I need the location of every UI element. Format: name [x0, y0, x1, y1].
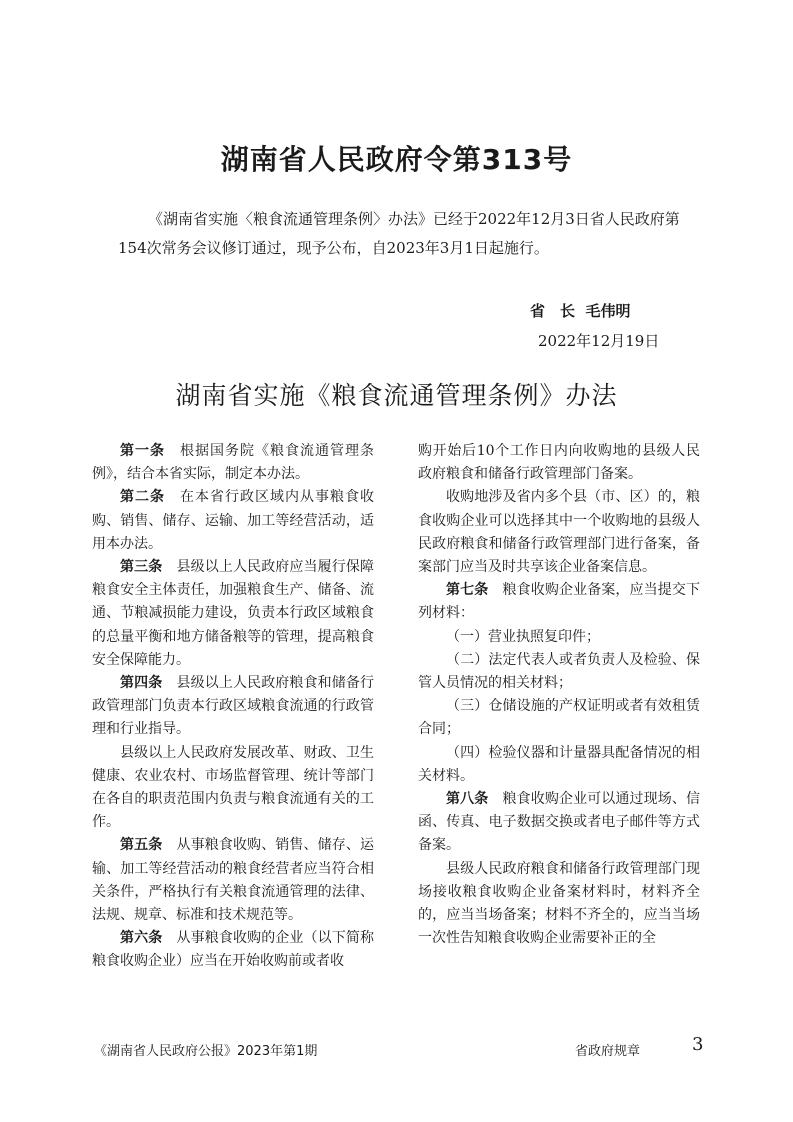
- signatory: [470, 296, 710, 326]
- article-number: 第三条: [120, 559, 163, 576]
- left-column: [92, 440, 374, 974]
- paragraph: [92, 440, 374, 486]
- article-number: 第五条: [120, 837, 163, 854]
- paragraph-text: 收购地涉及省内多个县（市、区）的，粮食收购企业可以选择其中一个收购地的县级人民政府粮食和储备行政管理部门进行备案，备案部门应当及时共享该企业备案信息。: [418, 489, 700, 576]
- paragraph: [92, 742, 374, 835]
- signatory-name: 毛伟明: [585, 302, 631, 320]
- paragraph-text: 县级以上人民政府粮食和储备行政管理部门负责本行政区域粮食流通的行政管理和行业指导。: [92, 675, 375, 738]
- page-number: 3: [692, 1034, 704, 1055]
- paragraph: [92, 672, 374, 742]
- regulation-title: 湖南省实施《粮食流通管理条例》办法: [175, 381, 618, 410]
- paragraph-text: 县级以上人民政府应当履行保障粮食安全主体责任，加强粮食生产、储备、流通、节粮减损能力建设，负责本行政区域粮食的总量平衡和地方储备粮等的管理，提高粮食安全保障能力。: [92, 559, 375, 668]
- paragraph: [92, 556, 374, 672]
- paragraph-text: 从事粮食收购、销售、储存、运输、加工等经营活动的粮食经营者应当符合相关条件，严格执行有关粮食流通管理的法律、法规、规章、标准和技术规范等。: [92, 837, 375, 924]
- paragraph-text: 粮食收购企业备案，应当提交下列材料：: [418, 582, 701, 622]
- paragraph-text: 根据国务院《粮食流通管理条例》，结合本省实际，制定本办法。: [92, 443, 374, 483]
- signature-date: 2022年12月19日: [538, 332, 660, 350]
- paragraph: [92, 834, 374, 927]
- paragraph: [92, 486, 374, 556]
- paragraph: [418, 742, 700, 788]
- paragraph: [418, 695, 700, 741]
- paragraph: [418, 440, 700, 486]
- right-column: [418, 440, 700, 950]
- paragraph: [418, 626, 700, 649]
- signature-block: [470, 296, 710, 356]
- signatory-position: 省 长: [530, 302, 576, 320]
- article-number: 第七条: [446, 582, 489, 599]
- article-number: 第六条: [120, 930, 163, 947]
- article-number: 第二条: [120, 489, 165, 506]
- article-number: 第四条: [120, 675, 163, 692]
- paragraph-text: 县级人民政府粮食和储备行政管理部门现场接收粮食收购企业备案材料时，材料齐全的，应当当场备案；材料不齐全的，应当当场一次性告知粮食收购企业需要补正的全: [418, 860, 700, 947]
- article-number: 第八条: [446, 791, 489, 808]
- paragraph-text: 县级以上人民政府发展改革、财政、卫生健康、农业农村、市场监督管理、统计等部门在各自的职责范围内负责与粮食流通有关的工作。: [92, 744, 374, 831]
- article-number: 第一条: [120, 443, 165, 459]
- journal-name: 《湖南省人民政府公报》2023年第1期: [94, 1044, 318, 1059]
- section-label: 省政府规章: [575, 1044, 641, 1059]
- paragraph: [418, 788, 700, 858]
- paragraph: [418, 858, 700, 951]
- decree-text: 《湖南省实施〈粮食流通管理条例〉办法》已经于2022年12月3日省人民政府第154次常务会议修订通过，现予公布，自2023年3月1日起施行。: [118, 210, 680, 257]
- paragraph: [418, 579, 700, 625]
- paragraph-text: 购开始后10个工作日内向收购地的县级人民政府粮食和储备行政管理部门备案。: [418, 443, 700, 483]
- paragraph-text: 在本省行政区域内从事粮食收购、销售、储存、运输、加工等经营活动，适用本办法。: [92, 489, 374, 552]
- paragraph-text: （一）营业执照复印件；: [446, 628, 600, 645]
- paragraph-text: 从事粮食收购的企业（以下简称粮食收购企业）应当在开始收购前或者收: [92, 930, 375, 970]
- paragraph: [418, 649, 700, 695]
- paragraph-text: （四）检验仪器和计量器具配备情况的相关材料。: [418, 744, 700, 784]
- decree-text-block: [118, 205, 708, 263]
- paragraph: [92, 927, 374, 973]
- decree-title: 湖南省人民政府令第313号: [220, 143, 573, 176]
- paragraph-text: （三）仓储设施的产权证明或者有效租赁合同；: [418, 698, 700, 738]
- paragraph-text: 粮食收购企业可以通过现场、信函、传真、电子数据交换或者电子邮件等方式备案。: [418, 791, 701, 854]
- paragraph: [418, 486, 700, 579]
- paragraph-text: （二）法定代表人或者负责人及检验、保管人员情况的相关材料；: [418, 651, 700, 692]
